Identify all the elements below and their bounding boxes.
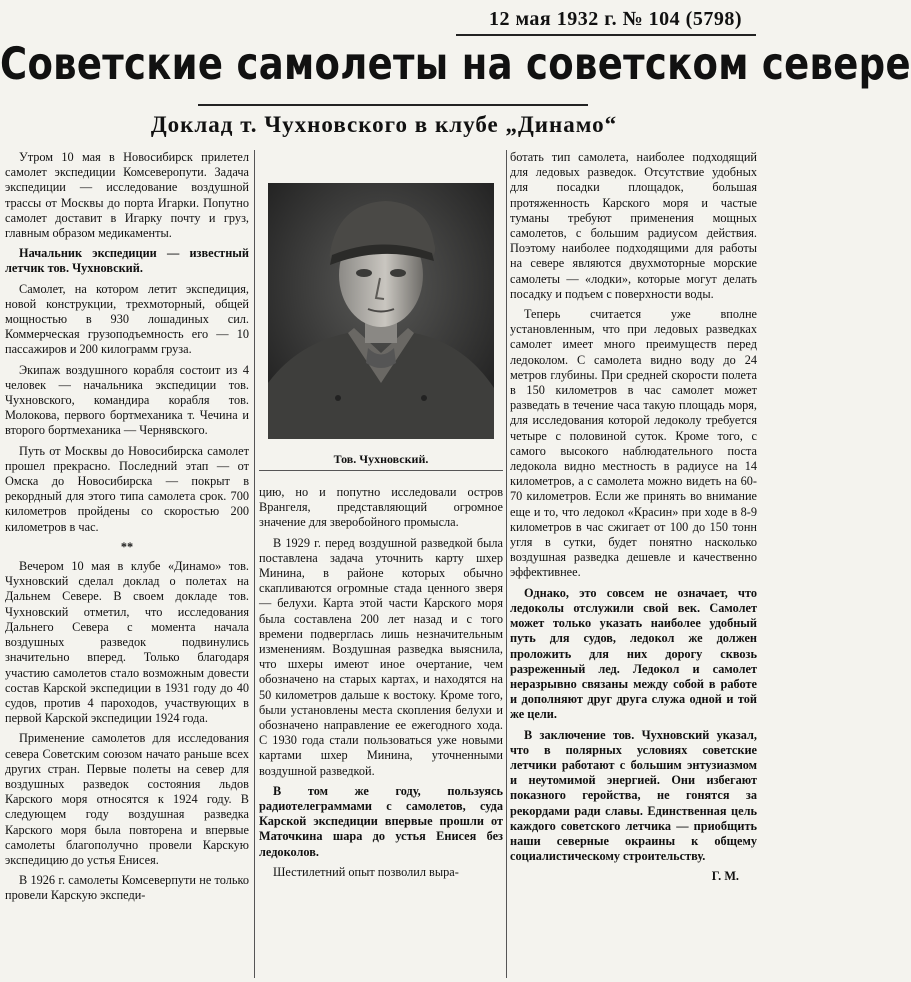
dateline: 12 мая 1932 г. № 104 (5798) <box>488 8 742 30</box>
article-column-2 <box>259 485 503 885</box>
dateline-rule <box>456 34 756 36</box>
portrait-illustration <box>268 183 494 439</box>
subheadline: Доклад т. Чухновского в клубе „Динамо“ <box>150 112 618 137</box>
paragraph: Утром 10 мая в Новосибирск прилетел самолет экспедиции Комсеверопути. Задача экспедиции — исследование воздушной трассы от Москвы до порта Игарки. Попутно самолет доставит в Игарку почту и груз, главным образом медикаменты. <box>5 150 249 241</box>
paragraph: Начальник экспедиции — известный летчик тов. Чухновский. <box>5 246 249 276</box>
paragraph: Однако, это совсем не означает, что ледоколы отслужили свой век. Самолет может только указать наиболее удобный путь для судов, ледокол же должен проложить для них дорогу сквозь разреженный лед. Ледокол и самолет неразрывно связаны между собой в работе и дополняют друг друга служа одной и той же цели. <box>510 585 757 722</box>
paragraph: ботать тип самолета, наиболее подходящий для ледовых разведок. Отсутствие удобных для посадки площадок, большая протяженность Карского моря и частые туманы требуют применения мощных самолетов, с большим радиусом действия. Поэтому наиболее подходящими для работы на севере являются двухмоторные морские самолеты — «лодки», которые могут делать посадку и подъем с поверхности воды. <box>510 150 757 301</box>
paragraph: цию, но и попутно исследовали остров Врангеля, представляющий огромное значение для зверобойного промысла. <box>259 485 503 530</box>
article-column-1 <box>5 150 249 909</box>
paragraph: Путь от Москвы до Новосибирска самолет прошел прекрасно. Последний этап — от Омска до Новосибирска — покрыт в рекордный для этого типа самолета срок. 700 километров пройдены со скоростью 200 километров в час. <box>5 443 249 534</box>
column-divider-left <box>254 150 255 978</box>
paragraph: Самолет, на котором летит экспедиция, новой конструкции, трехмоторный, общей мощностью в 930 лошадиных сил. Коммерческая грузоподъемность его — 10 пассажиров и 200 килограмм груза. <box>5 281 249 357</box>
paragraph: В 1929 г. перед воздушной разведкой была поставлена задача уточнить карту шхер Минина, в районе которых обычно скапливаются огромные стада ценного зверя — белухи. Карта этой части Карского моря была составлена 200 лет назад и с того времени подверглась лишь незначительным изменениям. Воздушная разведка выяснила, что шхеры имеют иное очертание, чем обозначено на старых картах, и находятся на 50 километров дальше к востоку. Кроме того, были установлены места скопления белухи и обозначено направление ее ежегодного хода. С 1930 года стали пользоваться уже новыми картами шхер Минина, уточненными воздушной разведкой. <box>259 535 503 778</box>
paragraph: Шестилетний опыт позволил выра- <box>273 864 459 879</box>
photo-caption: Тов. Чухновский. <box>333 452 429 466</box>
headline-rule <box>198 104 588 106</box>
paragraph: В том же году, пользуясь радиотелеграммами с самолетов, суда Карской экспедиции впервые прошли от Маточкина шара до устья Енисея без ледоколов. <box>259 783 503 859</box>
paragraph: В заключение тов. Чухновский указал, что в полярных условиях советские летчики работают с большим энтузиазмом и неутомимой энергией. Они избегают показного геройства, не гонятся за рекордами ради славы. Единственная цель каждого советского летчика — приобщить наши северные окраины к общему социалистическому строительству. <box>510 727 757 864</box>
section-separator: ** <box>120 539 134 554</box>
headline: Советские самолеты на советском севере <box>0 38 911 90</box>
article-column-3 <box>510 150 757 890</box>
author-signature: Г. М. <box>711 869 739 884</box>
caption-rule <box>259 470 503 471</box>
paragraph: Экипаж воздушного корабля состоит из 4 человек — начальника экспедиции тов. Чухновского, командира корабля тов. Молокова, первого бортмеханика т. Чечина и второго бортмеханика — Чернявского. <box>5 362 249 438</box>
paragraph: Вечером 10 мая в клубе «Динамо» тов. Чухновский сделал доклад о полетах на Дальнем Севере. В своем докладе тов. Чухновский отметил, что исследования Дальнего Севера с момента начала воздушных разведок подвинулись значительно вперед. Только благодаря участию самолетов стало возможным довести состав Карской экспедиции в 1931 году до 40 судов, против 4 пароходов, участвующих в первой Карской экспедиции 1924 года. <box>5 559 249 726</box>
portrait-photo <box>268 183 494 439</box>
paragraph: В 1926 г. самолеты Комсеверпути не только провели Карскую экспеди- <box>5 873 249 903</box>
paragraph: Применение самолетов для исследования севера Советским союзом начато раньше всех других стран. Первые полеты на север для воздушных разведок состояния льдов Карского моря относятся к 1924 году. В следующем году воздушная разведка Карского моря была повторена и впервые самолеты благополучно провели Карскую экспедицию до устья Енисея. <box>5 731 249 867</box>
column-divider-right <box>506 150 507 978</box>
paragraph: Теперь считается уже вполне установленным, что при ледовых разведках самолет имеет много преимуществ перед ледоколом. С самолета видно воду до 24 метров глубины. При средней скорости полета в 150 километров в час самолет может разведать в течение часа такую площадь моря, для исследования которой ледоколу требуется четыре с половиной суток. Кроме того, с самого высокого наблюдательного поста ледокола видно местность в радиусе на 14 километров, а с самолета можно видеть на 60-70 километров. Если же принять во внимание еще и то, что ледокол «Красин» при ходе в 8-9 километров в час сжигает от 100 до 150 тонн угля в сутки, будет понятно насколько воздушная разведка дешевле и качественно эффективнее. <box>510 307 757 580</box>
